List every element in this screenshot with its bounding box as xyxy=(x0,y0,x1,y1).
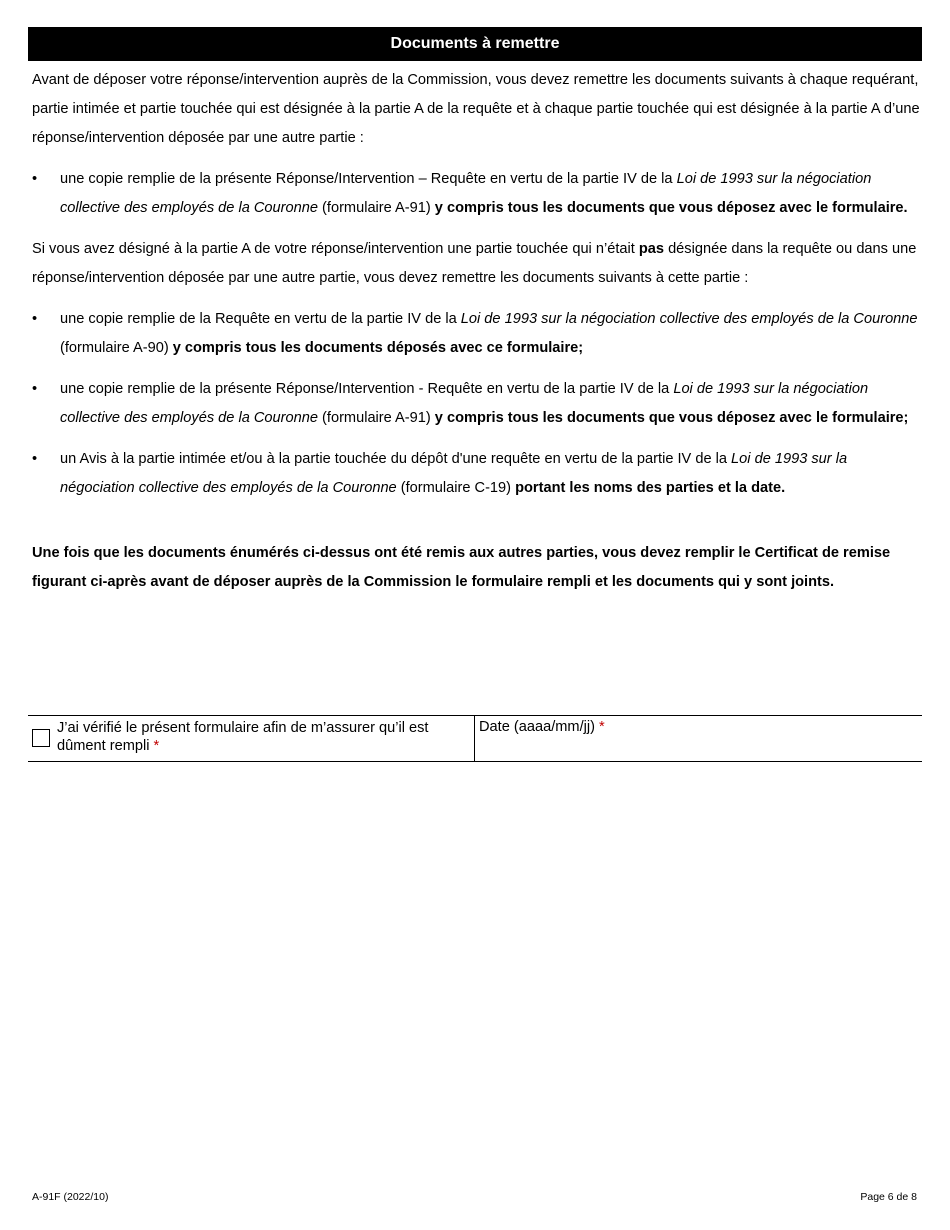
item-emphasis: y compris tous les documents que vous déposez avec le formulaire; xyxy=(434,410,909,426)
final-instruction: Une fois que les documents énumérés ci-dessus ont été remis aux autres parties, vous devez remplir le Certificat de remise figurant ci-après avant de déposer auprès de la Commission le formulaire rempli et les documents qui y sont joints. xyxy=(32,545,891,590)
law-title: Loi de 1993 sur la négociation collective des employés de la Couronne xyxy=(60,381,869,426)
date-label-text: Date (aaaa/mm/jj) xyxy=(479,719,595,735)
list-item xyxy=(32,375,922,433)
law-title: Loi de 1993 sur la négociation collective des employés de la Couronne xyxy=(60,451,848,496)
verification-label xyxy=(57,719,467,755)
checkbox-text: J’ai vérifié le présent formulaire afin de m’assurer qu’il est dûment rempli xyxy=(57,720,429,754)
date-label xyxy=(479,719,605,735)
intro-paragraph: Avant de déposer votre réponse/intervention auprès de la Commission, vous devez remettre les documents suivants à chaque requérant, partie intimée et partie touchée qui est désignée à la partie A de la requête et à chaque partie touchée qui est désignée à la partie A d’une réponse/intervention déposée par une autre partie : xyxy=(32,72,920,146)
bullet-icon: • xyxy=(32,311,38,327)
verification-cell xyxy=(28,716,475,761)
bullet-icon: • xyxy=(32,171,38,187)
section-header xyxy=(28,27,922,61)
document-body xyxy=(32,66,922,597)
list-item xyxy=(32,305,922,363)
item-text: un Avis à la partie intimée et/ou à la partie touchée du dépôt d'une requête en vertu de la partie IV de la xyxy=(60,451,732,467)
certificate-row xyxy=(28,715,922,762)
section-title: Documents à remettre xyxy=(390,35,560,52)
item-text: une copie remplie de la présente Réponse/Intervention - Requête en vertu de la partie IV de la xyxy=(60,381,674,397)
item-emphasis: y compris tous les documents que vous déposez avec le formulaire. xyxy=(434,200,908,216)
list-item xyxy=(32,445,922,503)
date-input[interactable] xyxy=(479,738,913,760)
required-marker: * xyxy=(153,738,160,754)
list-item xyxy=(32,165,922,223)
para-emphasis: pas xyxy=(638,241,665,257)
bullet-icon: • xyxy=(32,381,38,397)
item-emphasis: portant les noms des parties et la date. xyxy=(515,480,786,496)
para-text: Si vous avez désigné à la partie A de votre réponse/intervention une partie touchée qui n’était xyxy=(32,241,639,257)
page-number: Page 6 de 8 xyxy=(860,1191,917,1203)
form-code: A-91F (2022/10) xyxy=(32,1191,109,1203)
form-ref: (formulaire A-91) xyxy=(317,410,435,426)
item-emphasis: y compris tous les documents déposés avec ce formulaire; xyxy=(172,340,584,356)
item-text: une copie remplie de la présente Réponse/Intervention – Requête en vertu de la partie IV de la xyxy=(60,171,677,187)
form-ref: (formulaire A-91) xyxy=(317,200,435,216)
para-text: désignée dans la requête ou dans une réponse/intervention déposée par une autre partie, vous devez remettre les documents suivants à cette partie : xyxy=(32,241,917,286)
law-title: Loi de 1993 sur la négociation collective des employés de la Couronne xyxy=(60,171,872,216)
verification-checkbox[interactable] xyxy=(32,729,50,747)
second-paragraph xyxy=(32,235,922,293)
form-ref: (formulaire A-90) xyxy=(60,340,173,356)
form-ref: (formulaire C-19) xyxy=(396,480,516,496)
date-cell xyxy=(475,716,922,761)
required-marker: * xyxy=(599,719,605,735)
bullet-icon: • xyxy=(32,451,38,467)
item-text: une copie remplie de la Requête en vertu de la partie IV de la xyxy=(60,311,461,327)
law-title: Loi de 1993 sur la négociation collective des employés de la Couronne xyxy=(460,311,918,327)
